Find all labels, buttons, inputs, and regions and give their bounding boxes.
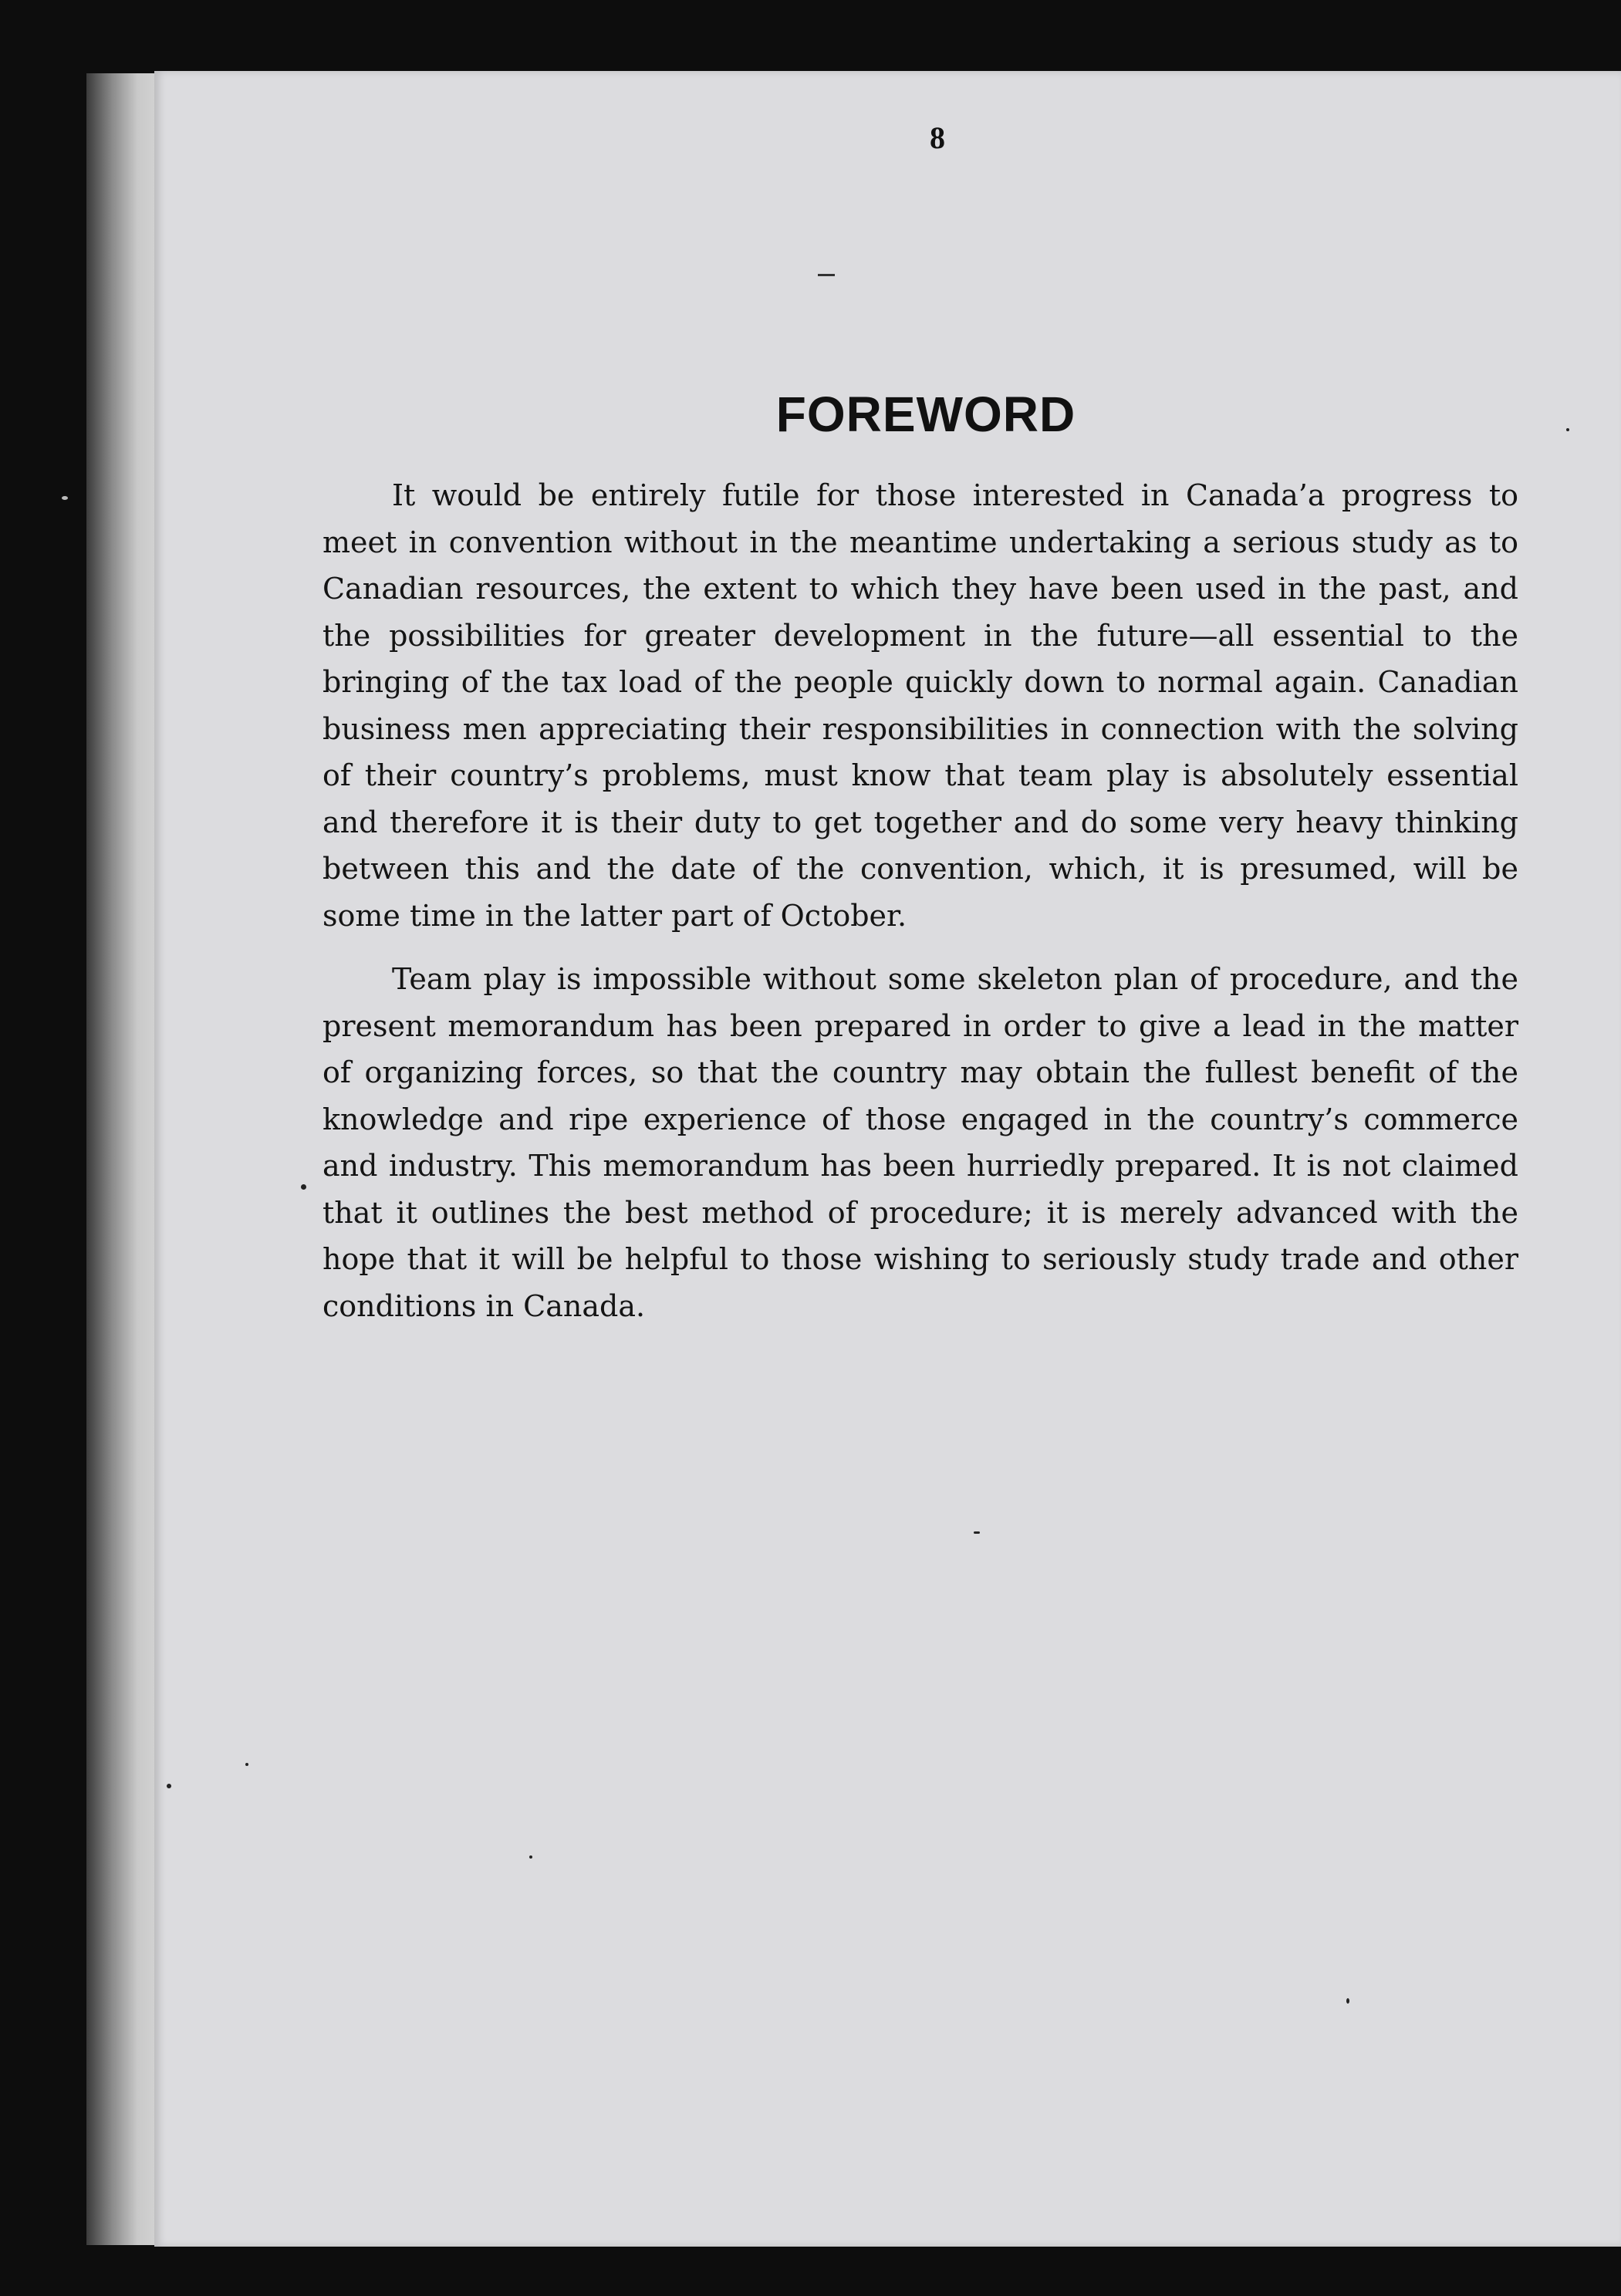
paragraph-2: Team play is impossible without some skeleton plan of procedure, and the present memorandum has been prepared in order to give a lead in the matter of organizing forces, so that the country may obtain the fullest benefit of the knowledge and ripe experience of those engaged in the country’s commerce and industry. This memorandum has been hurriedly prepared. It is not claimed that it outlines the best method of procedure; it is merely advanced with the hope that it will be helpful to those wishing to seriously study trade and other conditions in Canada. xyxy=(323,962,1518,1323)
scan-speck xyxy=(529,1855,532,1859)
scan-speck xyxy=(974,1531,980,1534)
scan-speck xyxy=(301,1184,306,1190)
foreword-body xyxy=(323,472,1518,1346)
divider-mark xyxy=(818,274,835,276)
scan-speck xyxy=(1566,428,1569,431)
scan-speck xyxy=(245,1763,248,1766)
paragraph-1: It would be entirely futile for those interested in Canada’a progress to meet in convention without in the meantime undertaking a serious study as to Canadian resources, the extent to which they have been used in the past, and the possibilities for greater development in the future—all essential to the bringing of the tax load of the people quickly down to normal again. Canadian business men appreciating their responsibilities in connection with the solving of their country’s problems, must know that team play is absolutely essential and therefore it is their duty to get together and do some very heavy thinking between this and the date of the convention, which, it is presumed, will be some time in the latter part of October. xyxy=(323,478,1518,933)
scan-speck xyxy=(62,496,68,500)
page-number: 8 xyxy=(930,120,945,155)
scan-speck xyxy=(1346,1998,1349,2004)
scan-speck xyxy=(167,1784,171,1788)
page-heading: FOREWORD xyxy=(775,387,1076,442)
